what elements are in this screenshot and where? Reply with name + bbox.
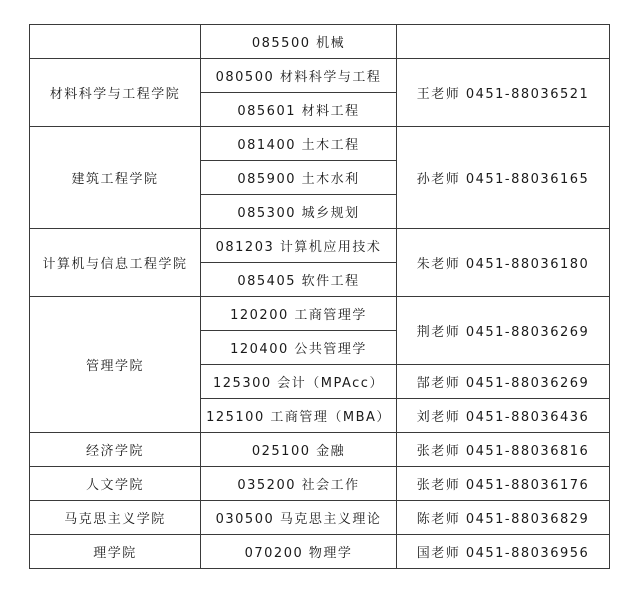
program-cell: 085601 材料工程 <box>201 93 397 127</box>
college-cell: 经济学院 <box>30 433 201 467</box>
contact-cell: 朱老师 0451-88036180 <box>397 229 610 297</box>
contact-cell: 张老师 0451-88036176 <box>397 467 610 501</box>
table-row <box>30 535 610 569</box>
table-row <box>30 127 610 161</box>
program-cell: 070200 物理学 <box>201 535 397 569</box>
contact-cell: 孙老师 0451-88036165 <box>397 127 610 229</box>
table-row <box>30 25 610 59</box>
program-cell: 035200 社会工作 <box>201 467 397 501</box>
program-cell: 125100 工商管理（MBA） <box>201 399 397 433</box>
table-row <box>30 467 610 501</box>
table-row <box>30 229 610 263</box>
contact-cell: 荆老师 0451-88036269 <box>397 297 610 365</box>
college-cell <box>30 25 201 59</box>
program-cell: 080500 材料科学与工程 <box>201 59 397 93</box>
contact-cell: 刘老师 0451-88036436 <box>397 399 610 433</box>
contact-cell: 张老师 0451-88036816 <box>397 433 610 467</box>
contact-cell: 国老师 0451-88036956 <box>397 535 610 569</box>
program-cell: 120200 工商管理学 <box>201 297 397 331</box>
college-cell: 材料科学与工程学院 <box>30 59 201 127</box>
program-cell: 081203 计算机应用技术 <box>201 229 397 263</box>
college-cell: 建筑工程学院 <box>30 127 201 229</box>
program-cell: 030500 马克思主义理论 <box>201 501 397 535</box>
program-cell: 081400 土木工程 <box>201 127 397 161</box>
table-row <box>30 433 610 467</box>
contact-cell: 陈老师 0451-88036829 <box>397 501 610 535</box>
program-cell: 085300 城乡规划 <box>201 195 397 229</box>
program-cell: 025100 金融 <box>201 433 397 467</box>
college-cell: 管理学院 <box>30 297 201 433</box>
table-row <box>30 59 610 93</box>
program-cell: 120400 公共管理学 <box>201 331 397 365</box>
program-contact-table <box>29 24 610 569</box>
program-cell: 085500 机械 <box>201 25 397 59</box>
program-cell: 085405 软件工程 <box>201 263 397 297</box>
program-cell: 125300 会计（MPAcc） <box>201 365 397 399</box>
contact-cell: 王老师 0451-88036521 <box>397 59 610 127</box>
contact-cell: 郜老师 0451-88036269 <box>397 365 610 399</box>
college-cell: 理学院 <box>30 535 201 569</box>
table-row <box>30 297 610 331</box>
program-cell: 085900 土木水利 <box>201 161 397 195</box>
table-row <box>30 501 610 535</box>
college-cell: 计算机与信息工程学院 <box>30 229 201 297</box>
contact-cell <box>397 25 610 59</box>
college-cell: 马克思主义学院 <box>30 501 201 535</box>
college-cell: 人文学院 <box>30 467 201 501</box>
